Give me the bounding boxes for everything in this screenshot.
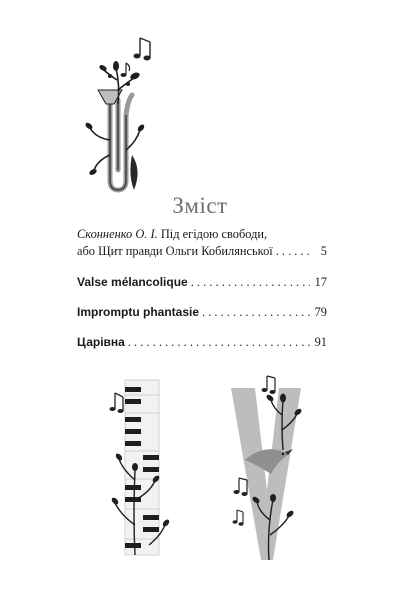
music-note-icon bbox=[134, 38, 151, 61]
letter-v-bird-branches-illustration bbox=[225, 370, 305, 570]
toc-page-number: 17 bbox=[314, 275, 327, 289]
toc-page-number: 91 bbox=[314, 335, 327, 349]
letter-z-tuba-flowers-illustration bbox=[70, 30, 170, 200]
toc-entry-title: Impromptu phantasie bbox=[77, 305, 200, 319]
toc-page-number: 5 bbox=[320, 244, 327, 258]
dot-leader bbox=[202, 304, 310, 321]
toc-entry-valse[interactable] bbox=[77, 274, 327, 291]
dot-leader bbox=[191, 274, 310, 291]
dot-leader bbox=[128, 334, 310, 351]
toc-entry-title: Царівна bbox=[77, 335, 125, 349]
contents-heading: Зміст bbox=[172, 193, 228, 219]
music-note-icon bbox=[262, 376, 276, 394]
music-note-icon bbox=[234, 478, 248, 496]
toc-entry-title-line1: Під егідою свободи, bbox=[160, 227, 268, 241]
toc-entry-essay[interactable] bbox=[77, 226, 327, 260]
music-note-icon bbox=[110, 393, 124, 413]
toc-entry-title-line2: або Щит правди Ольги Кобилянської bbox=[77, 244, 273, 258]
toc-entry-impromptu[interactable] bbox=[77, 304, 327, 321]
dot-leader bbox=[276, 243, 310, 260]
toc-entry-tsarivna[interactable] bbox=[77, 334, 327, 351]
letter-i-piano-keys-illustration bbox=[105, 375, 180, 560]
music-note-icon bbox=[233, 510, 244, 526]
music-note-icon bbox=[121, 63, 130, 77]
toc-entry-title: Valse mélancolique bbox=[77, 275, 188, 289]
toc-page-number: 79 bbox=[314, 305, 327, 319]
toc-entry-author: Сконненко О. І. bbox=[77, 227, 158, 241]
